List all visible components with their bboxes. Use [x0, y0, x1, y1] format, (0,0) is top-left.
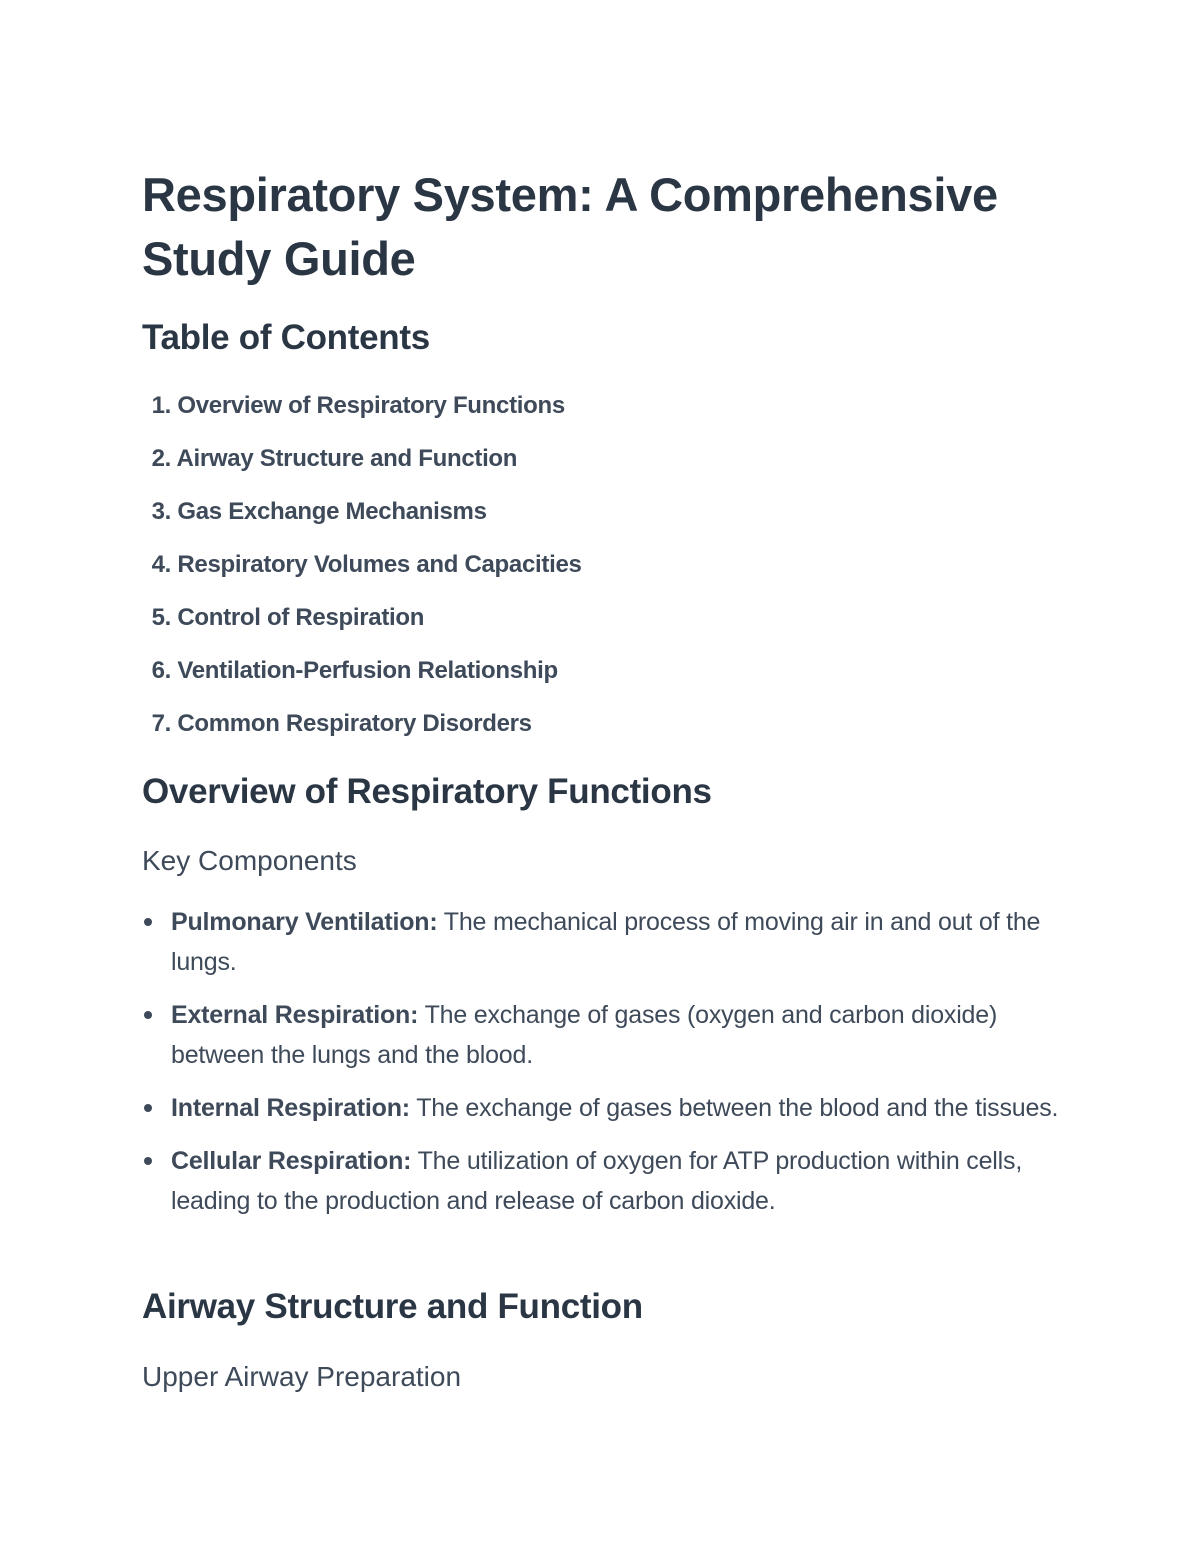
- list-item-text: The exchange of gases between the blood and the tissues.: [416, 1094, 1059, 1122]
- key-components-list: [142, 902, 1072, 1234]
- list-item-term: External Respiration:: [171, 1001, 419, 1029]
- table-of-contents: [142, 388, 582, 759]
- list-item-term: Pulmonary Ventilation:: [171, 908, 438, 936]
- list-item-text: The mechanical process of moving air in and out of the lungs.: [171, 908, 1041, 976]
- toc-item-number: 2.: [151, 445, 171, 472]
- subheading-upper-airway: Upper Airway Preparation: [142, 1361, 462, 1392]
- toc-item-label[interactable]: Airway Structure and Function: [176, 445, 518, 472]
- bullet-icon: [144, 1157, 152, 1165]
- list-item: [142, 1088, 1072, 1128]
- list-item-term: Internal Respiration:: [171, 1094, 410, 1122]
- toc-item-label[interactable]: Overview of Respiratory Functions: [177, 392, 565, 419]
- toc-item-label[interactable]: Gas Exchange Mechanisms: [177, 498, 487, 525]
- toc-item-number: 6.: [151, 657, 171, 684]
- section-heading-overview: Overview of Respiratory Functions: [142, 772, 712, 811]
- list-item-text: The utilization of oxygen for ATP production within cells, leading to the production and release of carbon dioxide.: [171, 1147, 1023, 1215]
- toc-item[interactable]: [142, 441, 582, 494]
- toc-item[interactable]: [142, 547, 582, 600]
- toc-item[interactable]: [142, 653, 582, 706]
- toc-item[interactable]: [142, 494, 582, 547]
- toc-item-number: 3.: [151, 498, 171, 525]
- section-heading-airway: Airway Structure and Function: [142, 1287, 643, 1326]
- toc-item-number: 4.: [151, 551, 171, 578]
- toc-item[interactable]: [142, 388, 582, 441]
- toc-item[interactable]: [142, 706, 582, 759]
- list-item-term: Cellular Respiration:: [171, 1147, 412, 1175]
- bullet-icon: [144, 1011, 152, 1019]
- toc-item-number: 1.: [151, 392, 171, 419]
- toc-heading: Table of Contents: [142, 318, 430, 357]
- document-title: Respiratory System: A Comprehensive Study Guide: [142, 168, 998, 285]
- toc-item-label[interactable]: Common Respiratory Disorders: [177, 710, 532, 737]
- list-item: [142, 995, 1072, 1075]
- list-item: [142, 902, 1072, 982]
- list-item-text: The exchange of gases (oxygen and carbon dioxide) between the lungs and the blood.: [171, 1001, 998, 1069]
- subheading-key-components: Key Components: [142, 845, 357, 876]
- toc-item[interactable]: [142, 600, 582, 653]
- toc-item-number: 5.: [151, 604, 171, 631]
- toc-item-number: 7.: [151, 710, 171, 737]
- toc-item-label[interactable]: Respiratory Volumes and Capacities: [177, 551, 582, 578]
- bullet-icon: [144, 918, 152, 926]
- toc-item-label[interactable]: Control of Respiration: [177, 604, 425, 631]
- toc-item-label[interactable]: Ventilation-Perfusion Relationship: [177, 657, 558, 684]
- list-item: [142, 1141, 1072, 1221]
- bullet-icon: [144, 1104, 152, 1112]
